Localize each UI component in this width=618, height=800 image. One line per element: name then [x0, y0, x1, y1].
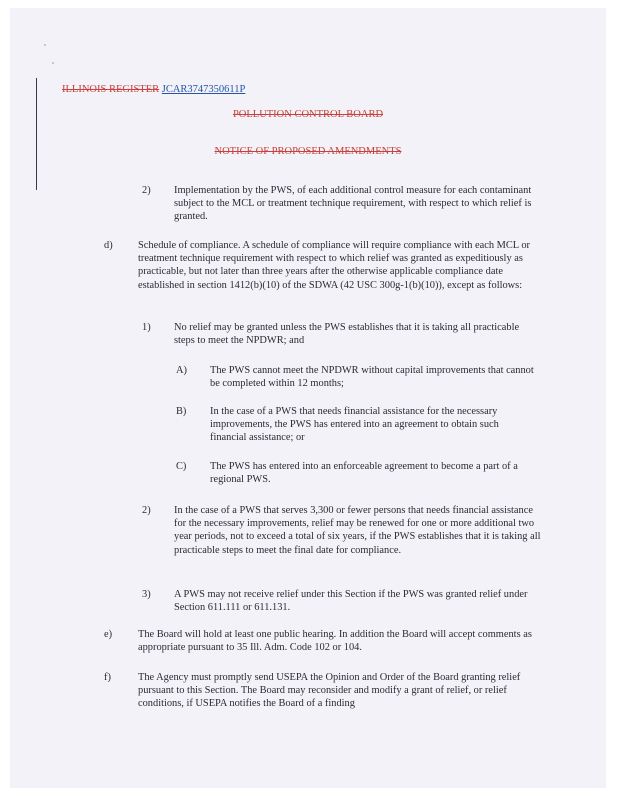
- item-label: d): [104, 240, 113, 251]
- scan-speck: [52, 62, 54, 64]
- item-label: A): [176, 365, 187, 376]
- item-label: C): [176, 461, 187, 472]
- agency-header: POLLUTION CONTROL BOARD: [232, 109, 384, 120]
- paragraph-d: Schedule of compliance. A schedule of compliance will require compliance with each MCL or treatment technique requirement with respect to which relief was granted as expeditiously as practicable, but not later than three years after the otherwise applicable compliance date established in section 1412(b)(10) of the SDWA (42 USC 300g-1(b)(10)), except as follows:: [138, 240, 531, 291]
- item-label: 3): [142, 589, 151, 600]
- paragraph-d1: No relief may be granted unless the PWS establishes that it is taking all practicable steps to meet the NPDWR; and: [174, 322, 520, 347]
- item-label: f): [104, 672, 111, 683]
- paragraph-c2: Implementation by the PWS, of each additional control measure for each contaminant subject to the MCL or treatment technique requirement, with respect to which relief is granted.: [174, 185, 532, 223]
- paragraph-d2: In the case of a PWS that serves 3,300 or fewer persons that needs financial assistance for the necessary improvements, relief may be renewed for one or more additional two year periods, not to exceed a total of six years, if the PWS establishes that it is taking all practicable steps to meet the final date for compliance.: [174, 505, 541, 556]
- item-label: e): [104, 629, 113, 640]
- scan-speck: [44, 44, 46, 46]
- paragraph-f: The Agency must promptly send USEPA the Opinion and Order of the Board granting relief pursuant to this Section. The Board may reconsider and modify a grant of relief, or relief conditions, if USEPA notifies the Board of a finding: [138, 672, 521, 710]
- document-page: [10, 8, 606, 788]
- register-header: [62, 84, 245, 95]
- item-label: B): [176, 406, 187, 417]
- revision-margin-bar: [36, 78, 37, 190]
- paragraph-d1b: In the case of a PWS that needs financial assistance for the necessary improvements, the PWS has entered into an agreement to obtain such financial assistance; or: [210, 406, 499, 444]
- paragraph-d1c: The PWS has entered into an enforceable agreement to become a part of a regional PWS.: [210, 461, 518, 486]
- paragraph-e: The Board will hold at least one public hearing. In addition the Board will accept comments as appropriate pursuant to 35 Ill. Adm. Code 102 or 104.: [138, 629, 532, 654]
- item-label: 1): [142, 322, 151, 333]
- paragraph-d1a: The PWS cannot meet the NPDWR without capital improvements that cannot be completed within 12 months;: [210, 365, 534, 390]
- notice-header: NOTICE OF PROPOSED AMENDMENTS: [214, 146, 402, 157]
- item-label: 2): [142, 185, 151, 196]
- register-inserted-text: JCAR3747350611P: [161, 84, 246, 95]
- paragraph-d3: A PWS may not receive relief under this Section if the PWS was granted relief under Section 611.111 or 611.131.: [174, 589, 528, 614]
- register-struck-text: ILLINOIS REGISTER: [62, 84, 160, 95]
- item-label: 2): [142, 505, 151, 516]
